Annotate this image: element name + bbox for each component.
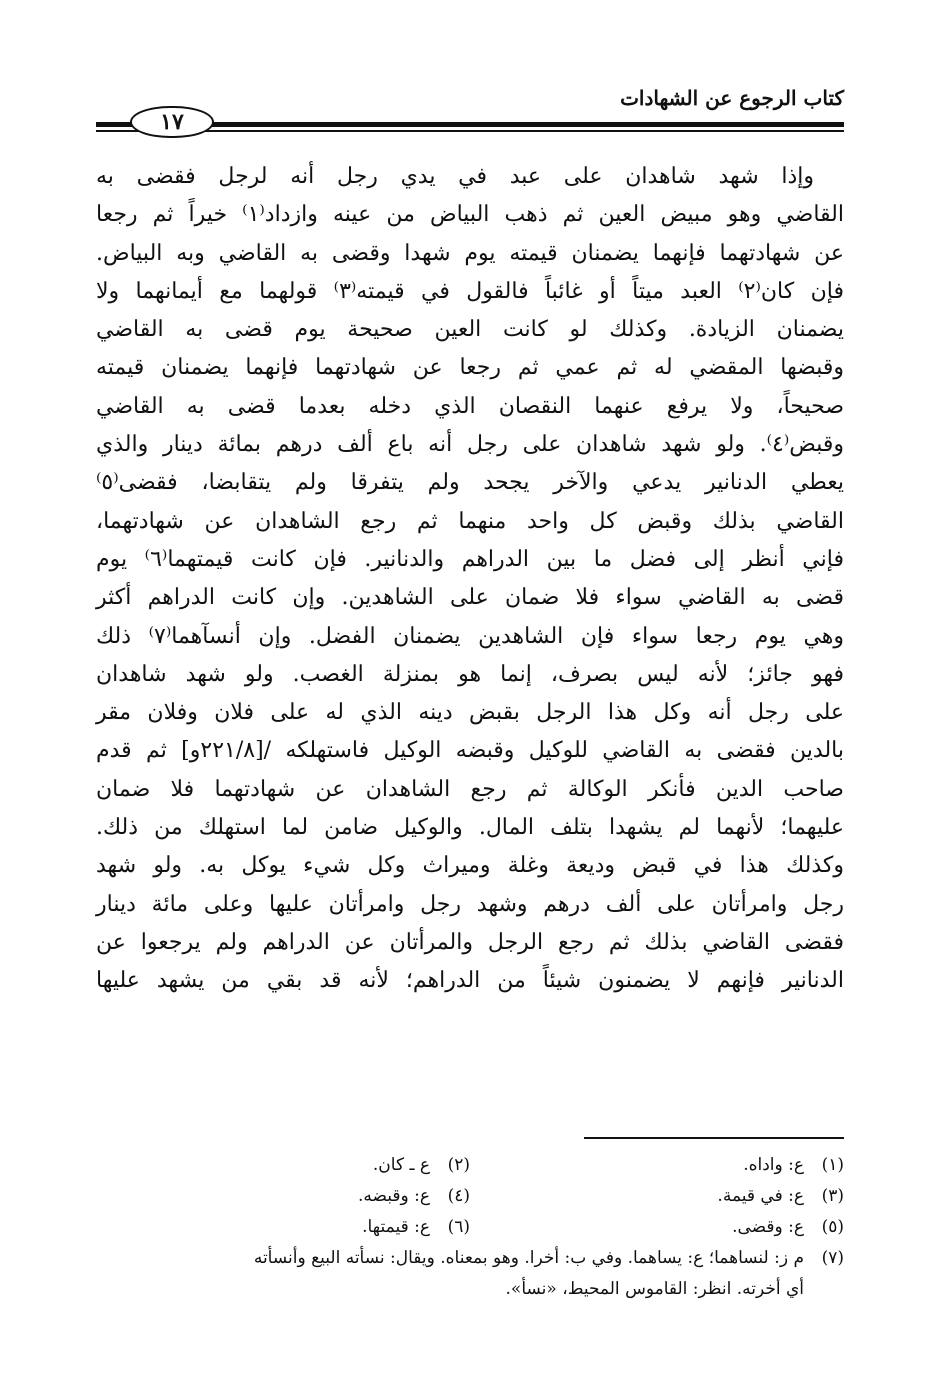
footnote-number: (٧) <box>821 1248 844 1268</box>
footnote-3 <box>470 1181 844 1212</box>
footnote-text: ع ـ كان. <box>372 1155 430 1175</box>
footnote-text: ع: وقضى. <box>732 1217 804 1237</box>
footnote-7 <box>96 1243 844 1274</box>
text-line: فإني أنظر إلى فضل ما بين الدراهم والدنانير. فإن كانت قيمتهما⁽٦⁾ يوم <box>96 546 844 572</box>
footnote-row <box>96 1212 844 1243</box>
footnote-number: (١) <box>821 1155 844 1175</box>
text-line: رجل وامرأتان على ألف درهم وشهد رجل وامرأتان عليها وعلى مائة دينار <box>96 891 844 917</box>
footnote-4 <box>96 1181 470 1212</box>
text-line: على رجل أنه وكل هذا الرجل بقبض دينه الذي له على فلان وفلان مقر <box>96 700 844 726</box>
text-line: يعطي الدنانير يدعي والآخر يجحد ولم يتفرقا ولم يتقابضا، فقضى⁽٥⁾ <box>96 470 844 496</box>
text-line: وكذلك هذا في قبض وديعة وغلة وميراث وكل شيء يوكل به. ولو شهد <box>96 853 844 879</box>
page-number-badge: ١٧ <box>130 106 214 138</box>
text-line: فهو جائز؛ لأنه ليس بصرف، إنما هو بمنزلة الغصب. ولو شهد شاهدان <box>96 661 844 687</box>
footnote-2 <box>96 1150 470 1181</box>
footnote-number: (٢) <box>447 1155 470 1175</box>
text-line: وقبضها المقضي له ثم عمي ثم رجعا عن شهادتهما فإنهما يضمنان قيمته <box>96 355 844 381</box>
text-line: عن شهادتهما فإنهما يضمنان قيمته يوم شهدا وقضى به القاضي وبه البياض. <box>96 240 844 266</box>
text-line: قضى به القاضي سواء فلا ضمان على الشاهدين. وإن كانت الدراهم أكثر <box>96 585 844 611</box>
text-line: فقضى القاضي بذلك ثم رجع الرجل والمرأتان عن الدراهم ولم يرجعوا عن <box>96 929 844 955</box>
text-line: وقبض⁽٤⁾. ولو شهد شاهدان على رجل أنه باع ألف درهم بمائة دينار والذي <box>96 432 844 458</box>
text-line: الدنانير فإنهم لا يضمنون شيئاً من الدراهم؛ لأنه قد بقي من يشهد عليها <box>96 968 844 994</box>
text-line: فإن كان⁽٢⁾ العبد ميتاً أو غائباً فالقول في قيمته⁽٣⁾ قولهما مع أيمانهما ولا <box>96 278 844 304</box>
footnote-number: (٦) <box>447 1217 470 1237</box>
footnote-text: ع: وقبضه. <box>357 1186 430 1206</box>
footnote-number: (٥) <box>821 1217 844 1237</box>
text-line: صاحب الدين فأنكر الوكالة ثم رجع الشاهدان عن شهادتهما فلا ضمان <box>96 776 844 802</box>
footnote-5 <box>470 1212 844 1243</box>
footnotes <box>96 1150 844 1305</box>
footnote-number: (٣) <box>821 1186 844 1206</box>
footnote-number: (٤) <box>447 1186 470 1206</box>
footnote-text: ع: في قيمة. <box>717 1186 804 1206</box>
text-line: يضمنان الزيادة. وكذلك لو كانت العين صحيحة يوم قضى به القاضي <box>96 317 844 343</box>
chapter-title: كتاب الرجوع عن الشهادات <box>620 86 844 110</box>
footnote-text: ع: قيمتها. <box>362 1217 430 1237</box>
footnote-separator <box>584 1137 844 1139</box>
text-line: صحيحاً، ولا يرفع عنهما النقصان الذي دخله بعدما قضى به القاضي <box>96 393 844 419</box>
footnote-6 <box>96 1212 470 1243</box>
footnote-row <box>96 1150 844 1181</box>
footnote-row <box>96 1181 844 1212</box>
main-text <box>96 158 844 1001</box>
footnote-1 <box>470 1150 844 1181</box>
text-line: القاضي بذلك وقبض كل واحد منهما ثم رجع الشاهدان عن شهادتهما، <box>96 508 844 534</box>
text-line: القاضي وهو مبيض العين ثم ذهب البياض من عينه وازداد⁽١⁾ خيراً ثم رجعا <box>96 202 844 228</box>
footnote-text: م ز: لنساهما؛ ع: يساهما. وفي ب: أخرا. وهو بمعناه. ويقال: نسأته البيع وأنسأته <box>253 1248 804 1268</box>
page-header <box>96 82 844 142</box>
text-line: وإذا شهد شاهدان على عبد في يدي رجل أنه لرجل فقضى به <box>96 164 814 189</box>
footnote-text: ع: واداه. <box>743 1155 804 1175</box>
text-line: وهي يوم رجعا سواء فإن الشاهدين يضمنان الفضل. وإن أنسآهما⁽٧⁾ ذلك <box>96 623 845 649</box>
text-line: عليهما؛ لأنهما لم يشهدا بتلف المال. والوكيل ضامن لما استهلك من ذلك. <box>96 815 844 841</box>
text-line: بالدين فقضى به القاضي للوكيل وقبضه الوكيل فاستهلكه /[٢٢١/٨و] ثم قدم <box>96 738 844 764</box>
footnote-7-continuation: أي أخرته. انظر: القاموس المحيط، «نسأ». <box>505 1279 804 1299</box>
